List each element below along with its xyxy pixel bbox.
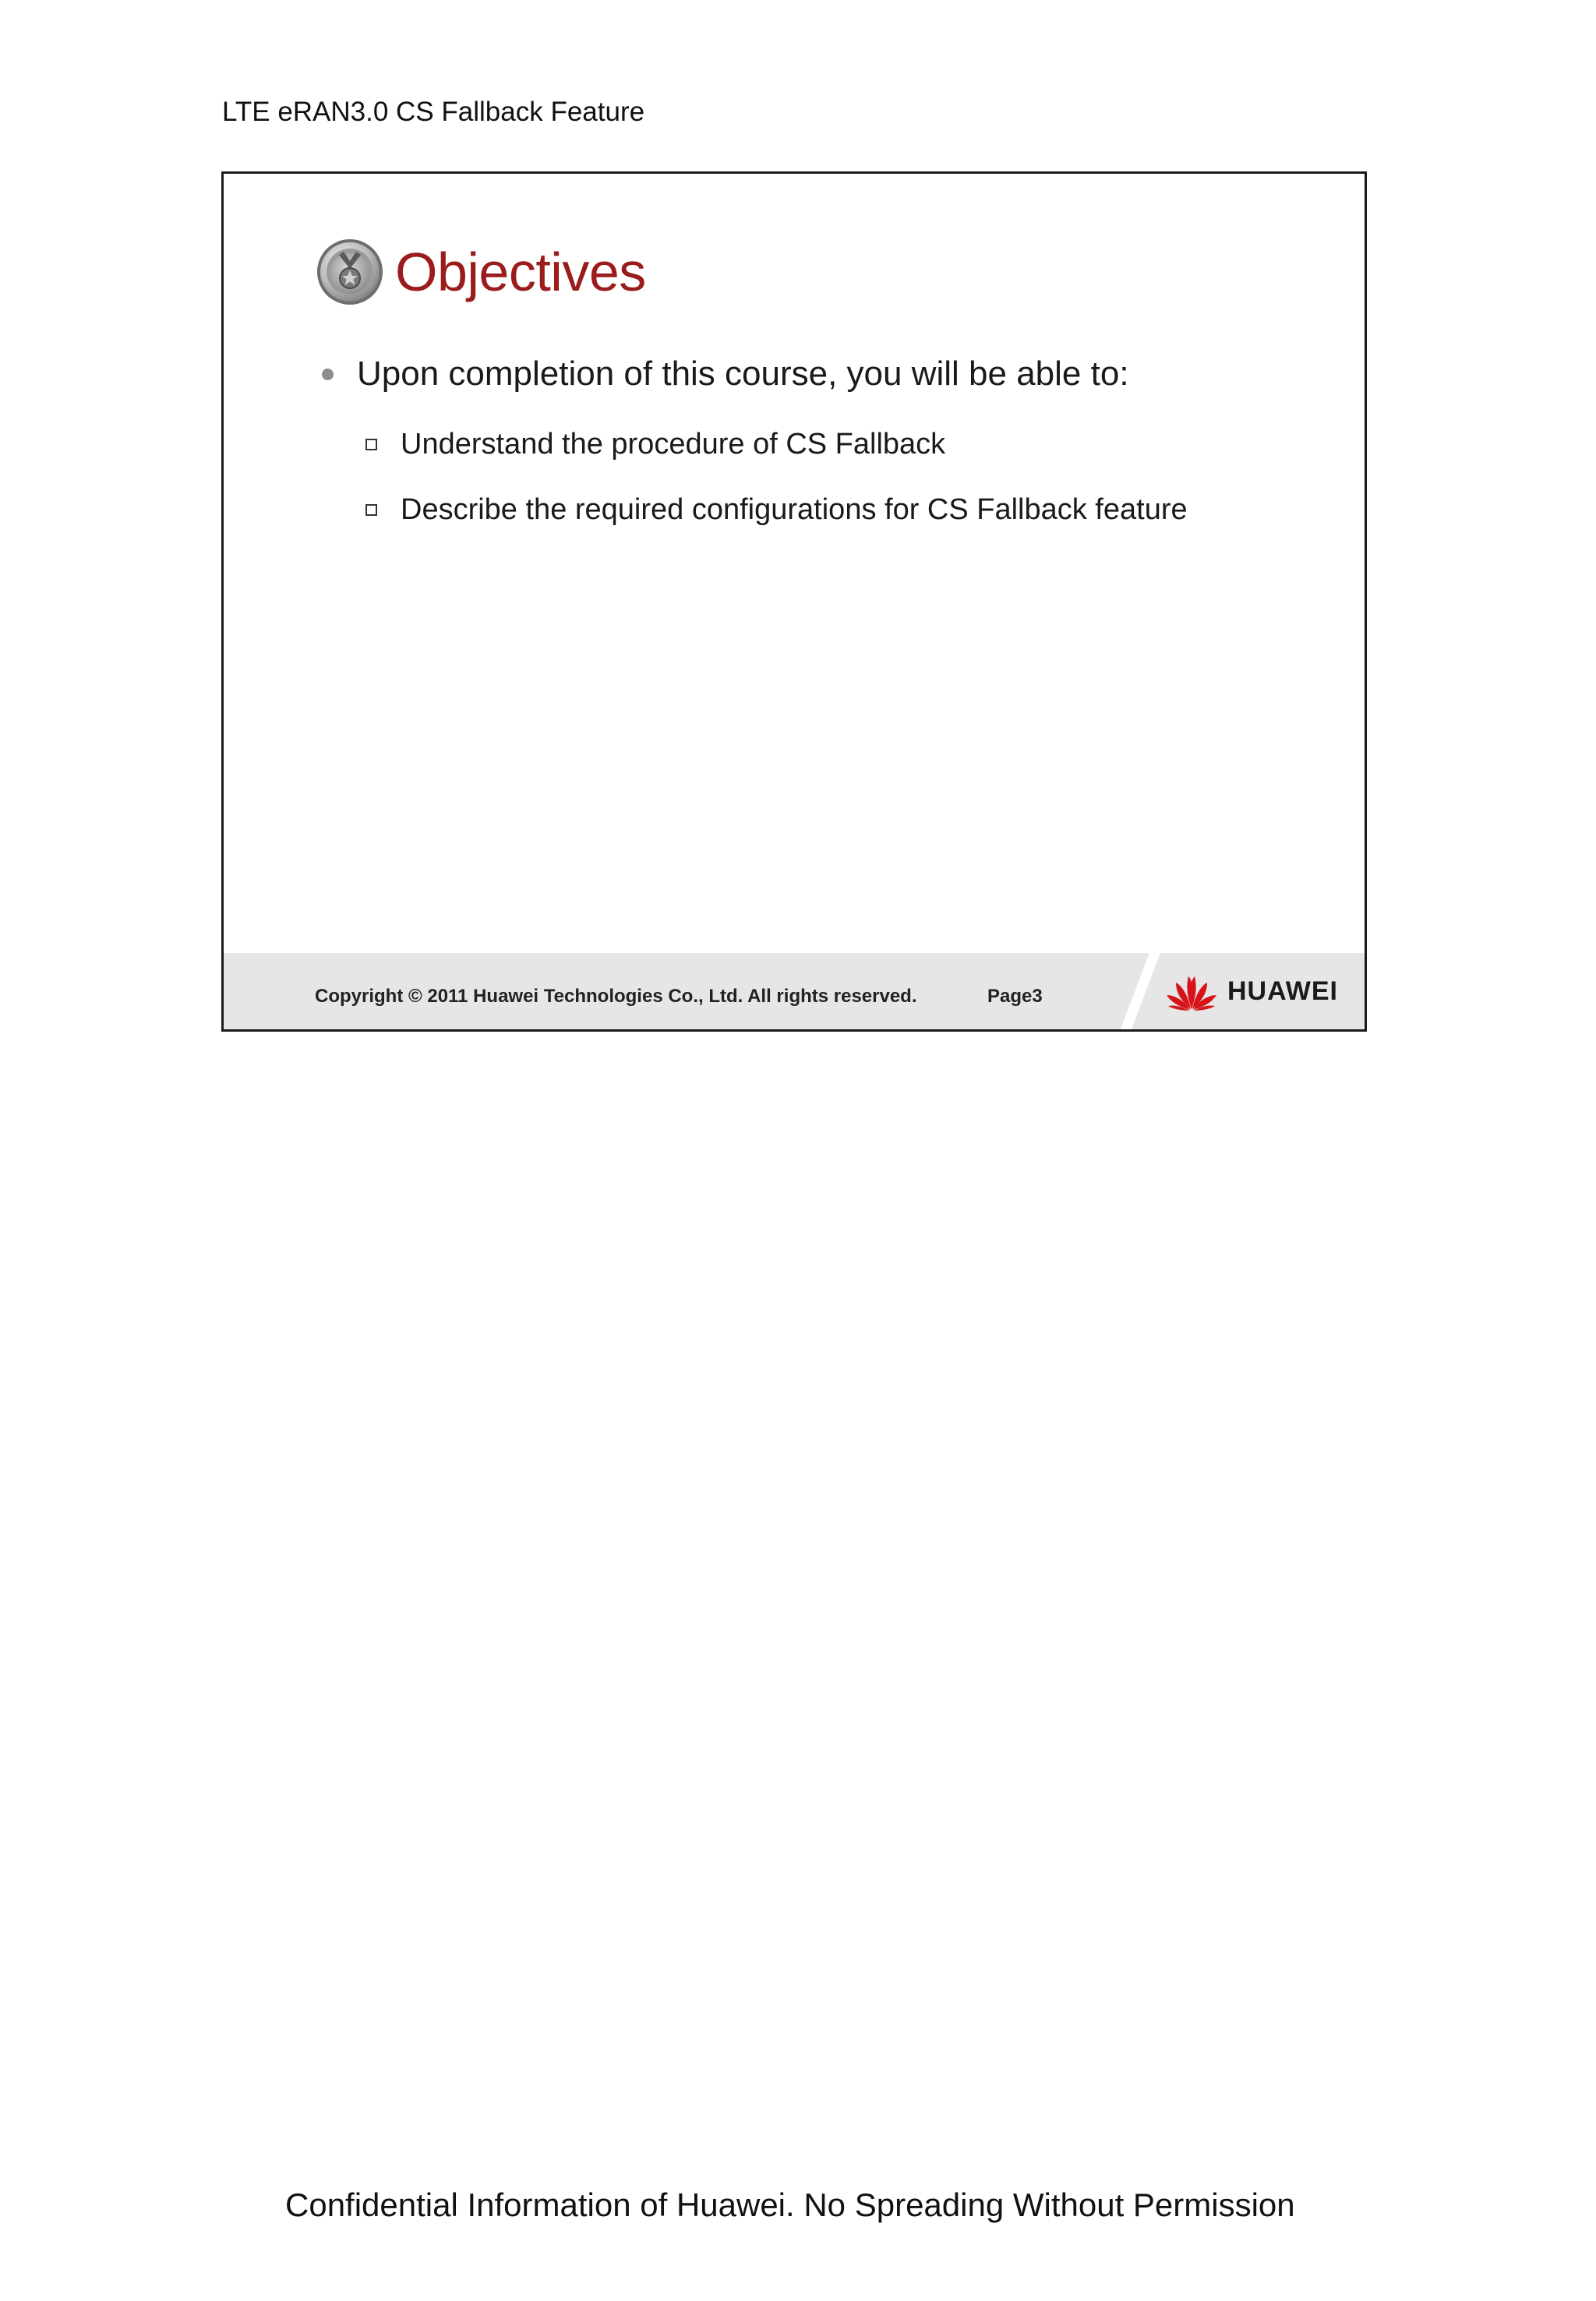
page-number: Page3 — [987, 986, 1043, 1007]
slide-title: Objectives — [395, 242, 646, 302]
square-bullet-icon — [365, 439, 377, 450]
sub-bullet-text: Understand the procedure of CS Fallback — [401, 428, 946, 461]
medal-badge-icon — [316, 238, 384, 306]
document-footer-notice: Confidential Information of Huawei. No Spreading Without Permission — [285, 2186, 1295, 2223]
document-header-title: LTE eRAN3.0 CS Fallback Feature — [222, 97, 645, 127]
square-bullet-icon — [365, 504, 377, 516]
bullet-item — [316, 355, 1129, 393]
bullet-text: Upon completion of this course, you will be able to: — [357, 355, 1129, 393]
copyright-notice: Copyright © 2011 Huawei Technologies Co., Ltd. All rights reserved. — [315, 986, 917, 1007]
bullet-dot-icon — [322, 369, 334, 380]
sub-bullet-item — [365, 428, 945, 461]
sub-bullet-text: Describe the required configurations for CS Fallback feature — [401, 493, 1188, 526]
sub-bullet-item — [365, 493, 1188, 527]
huawei-logo — [1165, 972, 1338, 1011]
slide-title-row — [316, 236, 646, 308]
huawei-petal-logo-icon — [1165, 972, 1218, 1011]
slide — [221, 171, 1367, 1032]
logo-text: HUAWEI — [1227, 976, 1338, 1006]
